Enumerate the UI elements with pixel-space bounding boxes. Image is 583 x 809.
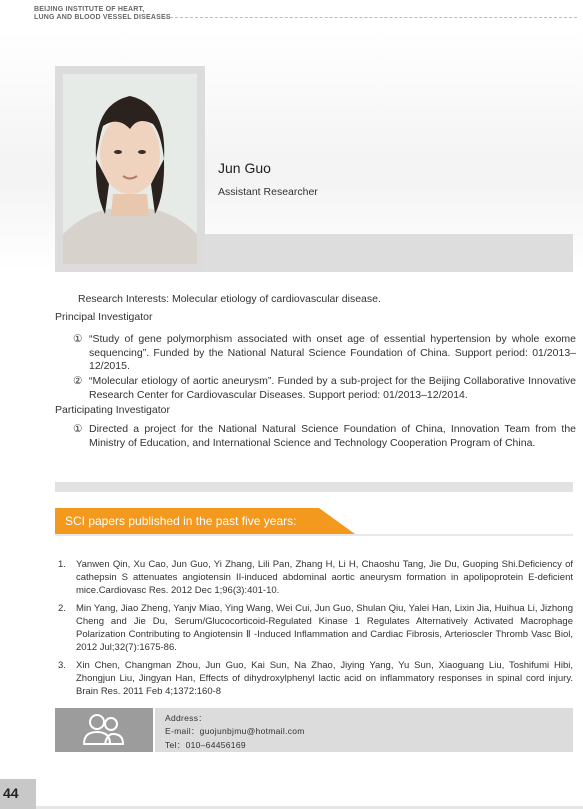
research-interests: Research Interests: Molecular etiology of cardiovascular disease. [78, 293, 381, 305]
item-text: “Molecular etiology of aortic aneurysm”. Funded by a sub-project for the Beijing Collaborative Innovative Research Center for Cardiovascular Diseases. Support period: 01/2013–12/2014. [89, 375, 576, 401]
paper-item-3 [58, 659, 573, 698]
paper-text: Xin Chen, Changman Zhou, Jun Guo, Kai Sun, Na Zhao, Jiying Yang, Yu Sun, Xiaoguang Liu, Toshifumi Hibi, Zhongjun Liu, Jingyan Han, Effects of dihydroxylphenyl lactic acid on inflammatory responses in spinal cord injury. Brain Res. 2011 Feb 4;1372:160-8 [76, 660, 573, 697]
contact-icon-box [55, 708, 153, 752]
item-number: ① [73, 333, 83, 345]
participating-investigator-heading: Participating Investigator [55, 404, 170, 416]
page-number: 44 [3, 785, 19, 801]
sci-heading: SCI papers published in the past five years: [65, 514, 297, 528]
item-text: Directed a project for the National Natural Science Foundation of China, Innovation Team from the Ministry of Education, and International Science and Technology Cooperation Program of China. [89, 423, 576, 449]
principal-item-1 [73, 333, 576, 374]
principal-item-2 [73, 375, 576, 402]
paper-number: 3. [58, 660, 66, 671]
paper-item-2 [58, 602, 573, 654]
item-number: ② [73, 375, 83, 387]
item-number: ① [73, 423, 83, 435]
paper-number: 2. [58, 603, 66, 614]
paper-item-1 [58, 558, 573, 597]
contact-email: E-mail：guojunbjmu@hotmail.com [165, 726, 305, 736]
header-line-2: LUNG AND BLOOD VESSEL DISEASES [34, 14, 171, 21]
header-line-1: BEIJING INSTITUTE OF HEART, [34, 6, 145, 13]
item-text: “Study of gene polymorphism associated with onset age of essential hypertension by whole exome sequencing”. Funded by the National Natural Science Foundation of China. Support period: 01/2013–12/2015. [89, 333, 576, 372]
paper-text: Yanwen Qin, Xu Cao, Jun Guo, Yi Zhang, Lili Pan, Zhang H, Li H, Chaoshu Tang, Jie Du, Guoping Shi.Deficiency of cathepsin S attenuates angiotensin II-induced abdominal aortic aneurysm formation in apolipoprotein E-deficient mice.Cardiovasc Res. 2012 Dec 1;96(3):401-10. [76, 559, 573, 596]
contact-tel: Tel：010–64456169 [165, 740, 246, 750]
profile-name: Jun Guo [218, 160, 271, 176]
profile-gray-bar [205, 234, 573, 272]
profile-photo [63, 74, 197, 264]
profile-title: Assistant Researcher [218, 186, 318, 198]
paper-text: Min Yang, Jiao Zheng, Yanjv Miao, Ying Wang, Wei Cui, Jun Guo, Shulan Qiu, Yalei Han, Lixin Jia, Huihua Li, Jizhong Cheng and Jie Du, Serum/Glucocorticoid-Regulated Kinase 1 Regulates Alternatively Activated Macrophage Polarization Contributing to Angiotensin Ⅱ -Induced Inflammation and Cardiac Fibrosis, Arterioscler Thromb Vasc Biol, 2012 Jul;32(7):1675-86. [76, 603, 573, 653]
people-icon [55, 708, 153, 752]
participating-item-1 [73, 423, 576, 450]
principal-investigator-heading: Principal Investigator [55, 311, 153, 323]
header-divider [160, 17, 577, 18]
header-institution [34, 6, 171, 22]
sci-underline [55, 534, 573, 536]
paper-number: 1. [58, 559, 66, 570]
section-divider [55, 482, 573, 492]
contact-address: Address： [165, 713, 208, 723]
